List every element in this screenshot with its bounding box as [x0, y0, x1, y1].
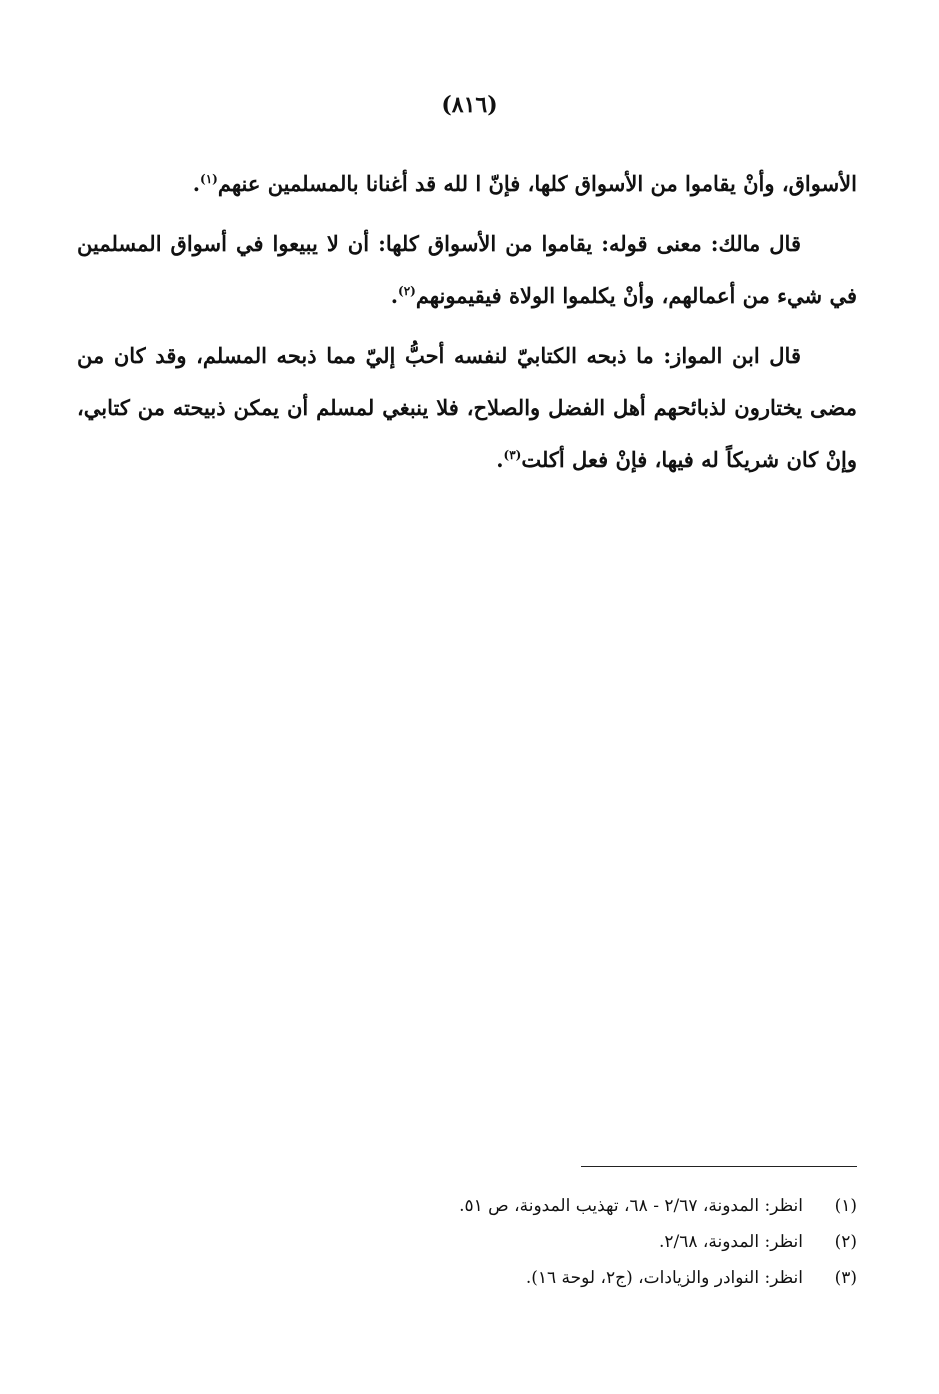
footnote-ref-1: (١)	[200, 172, 218, 186]
paragraph-text: الأسواق، وأنْ يقاموا من الأسواق كلها، فإنّ ا لله قد أغنانا بالمسلمين عنهم	[217, 171, 857, 196]
footnote-text: انظر: المدونة، ٢/٦٧ - ٦٨، تهذيب المدونة، ص ٥١.	[459, 1196, 803, 1216]
footnotes	[157, 1188, 857, 1296]
footnote-number: (٣)	[834, 1268, 857, 1288]
footnote-3	[157, 1260, 857, 1296]
footnote-ref-2: (٢)	[398, 284, 416, 298]
page-number: (٨١٦)	[441, 92, 498, 118]
footnote-2	[157, 1224, 857, 1260]
footnote-1	[157, 1188, 857, 1224]
paragraph-end: .	[496, 447, 504, 472]
footnote-text: انظر: المدونة، ٢/٦٨.	[658, 1232, 803, 1252]
footnote-number: (٢)	[834, 1232, 857, 1252]
body-text	[77, 158, 857, 494]
footnote-ref-3: (٣)	[503, 448, 522, 462]
paragraph-end: .	[192, 171, 201, 196]
paragraph-2	[77, 218, 857, 322]
paragraph-text: قال ابن المواز: ما ذبحه الكتابيّ لنفسه أحبُّ إليّ مما ذبحه المسلم، وقد كان من مضى يختارون لذبائحهم أهل الفضل والصلاح، فلا ينبغي لمسلم أن يمكن ذبيحته من كتابي، وإنْ كان شريكاً له فيها، فإنْ فعل أكلت	[77, 343, 857, 472]
paragraph-end: .	[390, 283, 398, 308]
paragraph-text: قال مالك: معنى قوله: يقاموا من الأسواق كلها: أن لا يبيعوا في أسواق المسلمين في شيء من أعمالهم، وأنْ يكلموا الولاة فيقيمونهم	[77, 231, 857, 308]
paragraph-3	[77, 330, 857, 486]
footnote-number: (١)	[834, 1196, 857, 1216]
footnote-text: انظر: النوادر والزيادات، (ج٢، لوحة ١٦).	[525, 1268, 803, 1288]
footnote-separator	[581, 1166, 857, 1167]
paragraph-1	[77, 158, 857, 210]
